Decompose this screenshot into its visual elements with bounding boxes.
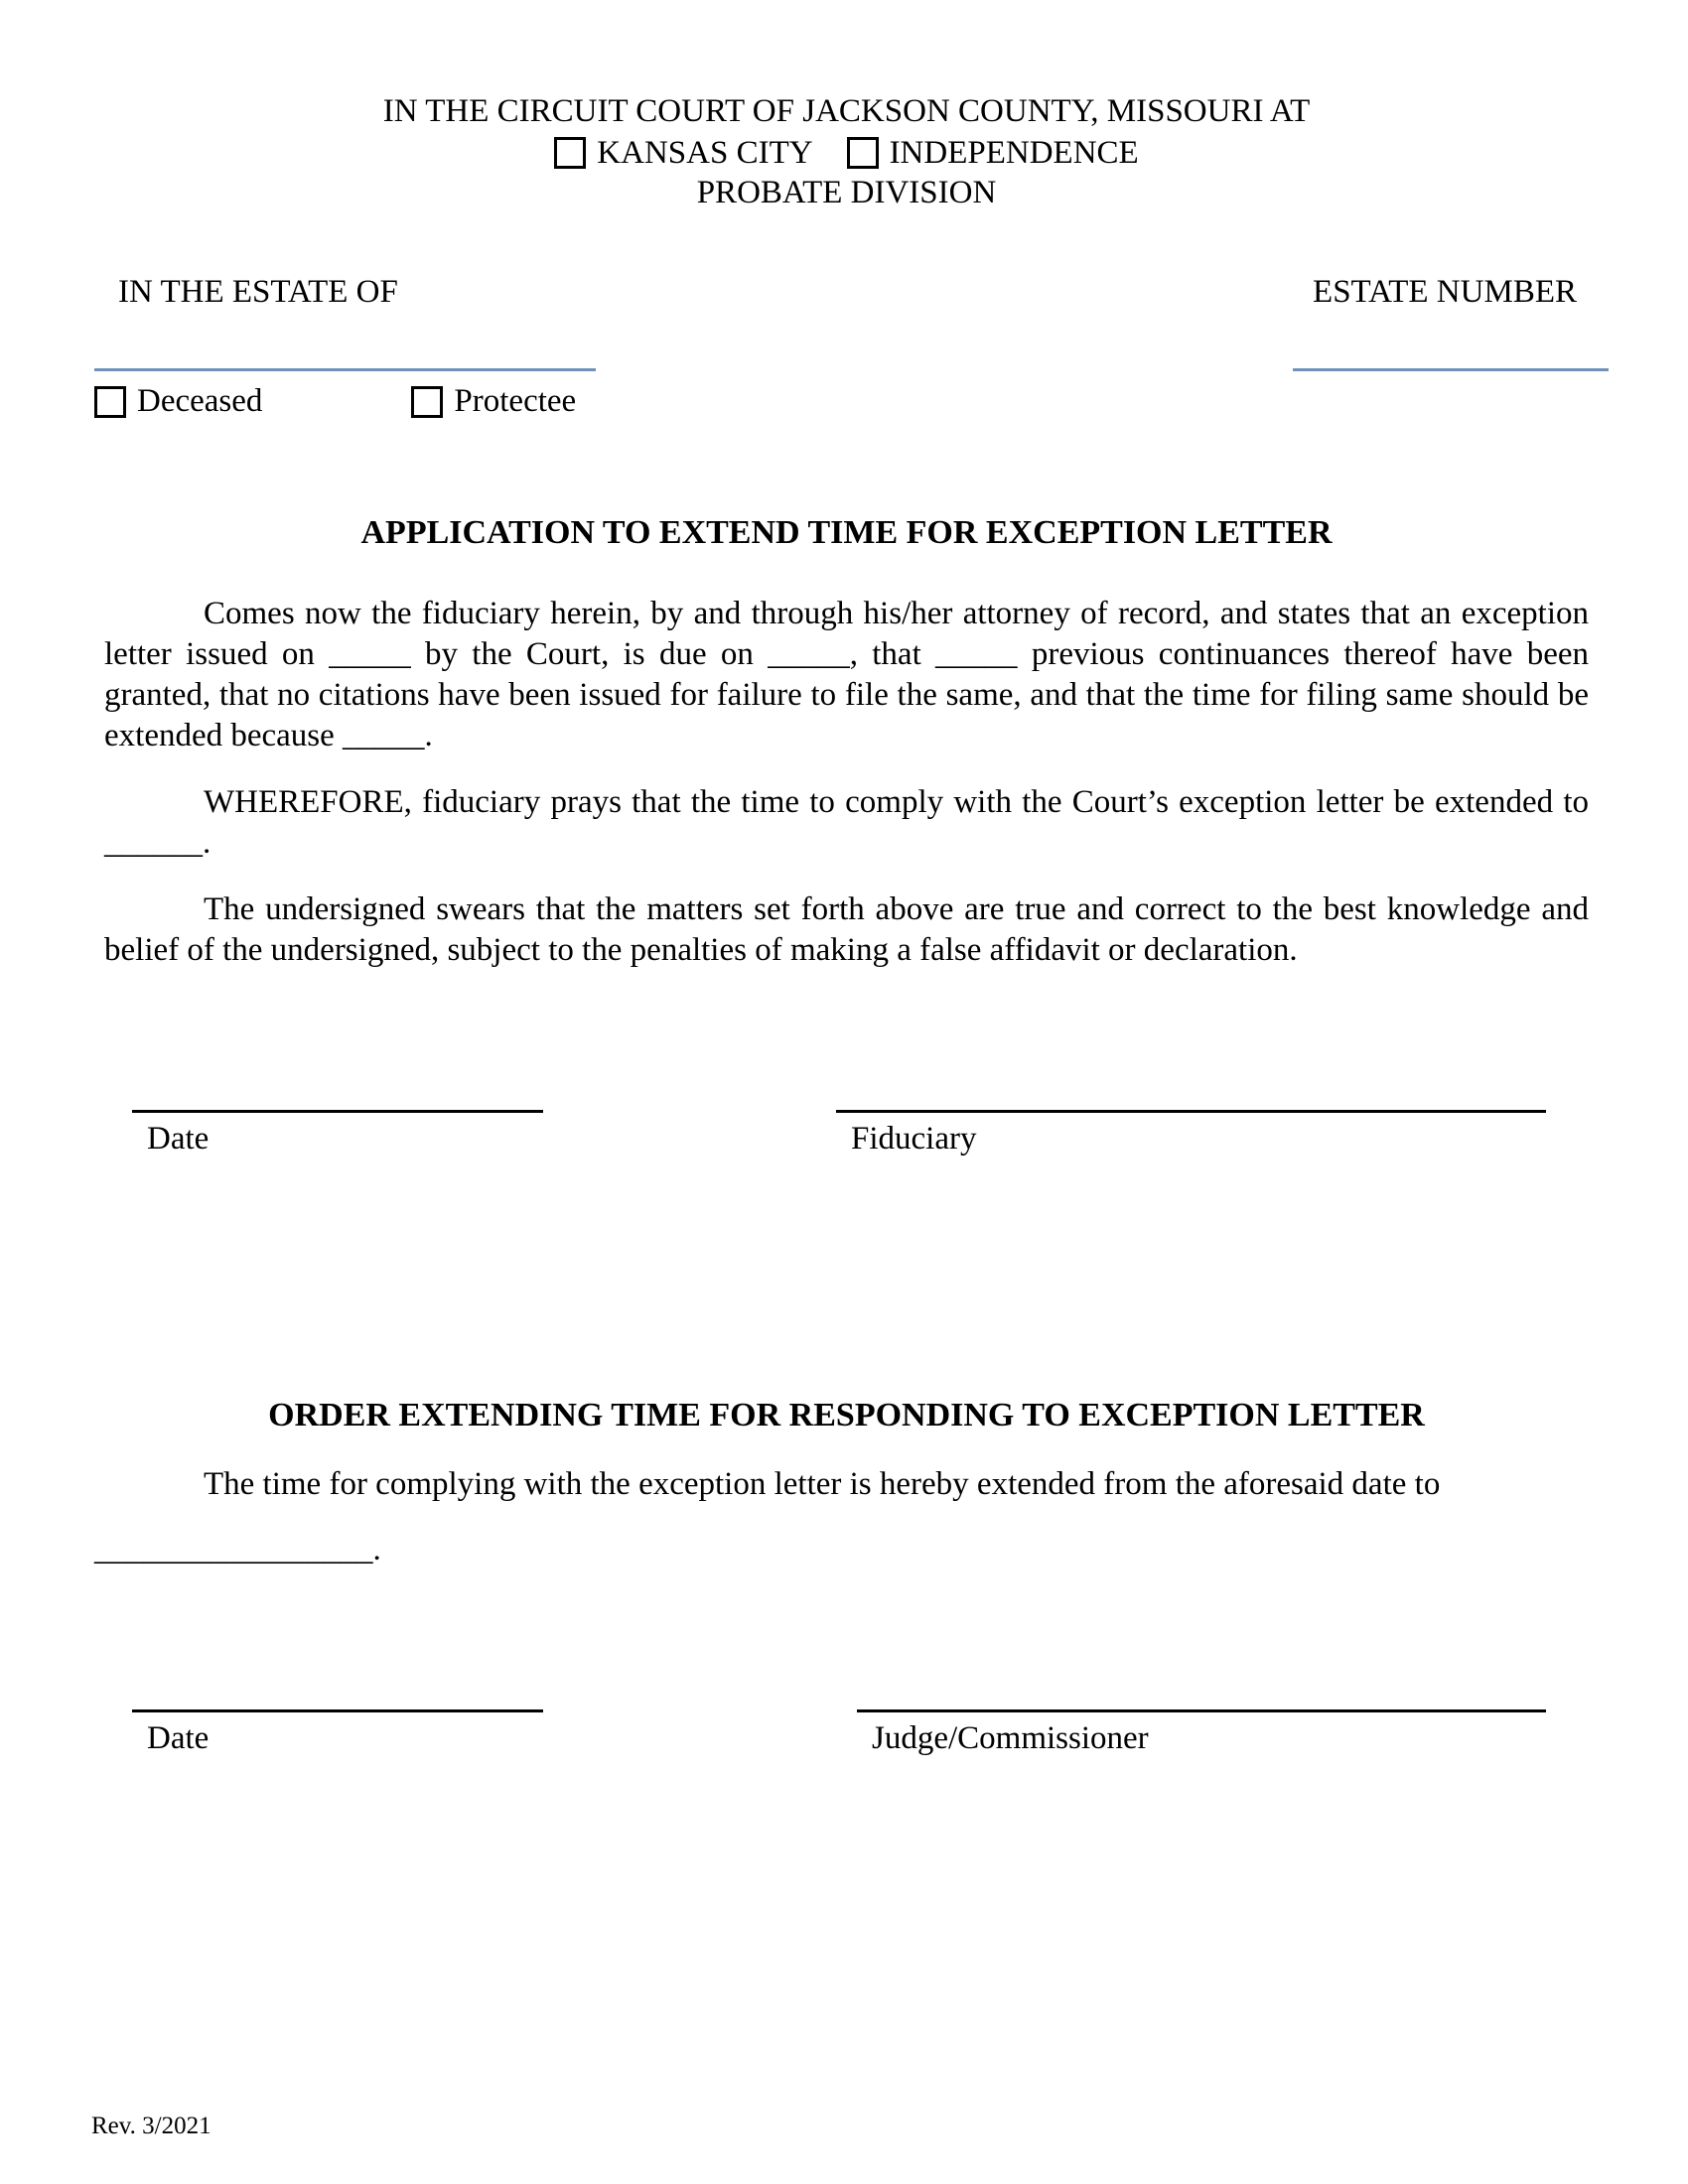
order-signature-row <box>104 1709 1589 1758</box>
estate-of-label: IN THE ESTATE OF <box>118 274 398 310</box>
order-title: ORDER EXTENDING TIME FOR RESPONDING TO EXCEPTION LETTER <box>268 1397 1425 1433</box>
judge-commissioner-label: Judge/Commissioner <box>872 1720 1149 1756</box>
order-extension-date-field[interactable]: _________________. <box>94 1532 381 1568</box>
kansas-city-checkbox[interactable] <box>554 137 586 169</box>
protectee-option <box>411 383 576 420</box>
application-date-block <box>132 1110 543 1159</box>
deceased-option <box>94 383 262 420</box>
independence-option <box>847 133 1139 173</box>
protectee-checkbox[interactable] <box>411 386 443 418</box>
court-header-line1: IN THE CIRCUIT COURT OF JACKSON COUNTY, MISSOURI AT <box>382 93 1311 129</box>
independence-label: INDEPENDENCE <box>889 135 1139 171</box>
kansas-city-option <box>554 133 812 173</box>
estate-name-field-line[interactable] <box>94 368 596 371</box>
order-date-label: Date <box>147 1720 210 1756</box>
fiduciary-label: Fiduciary <box>851 1121 977 1157</box>
application-paragraph-2: WHEREFORE, fiduciary prays that the time to comply with the Court’s exception letter be extended to ______. <box>104 784 1589 861</box>
decedent-status-row <box>94 383 1589 420</box>
revision-note: Rev. 3/2021 <box>91 2113 211 2139</box>
judge-block <box>857 1709 1546 1758</box>
application-date-label: Date <box>147 1121 210 1157</box>
estate-number-field-line[interactable] <box>1293 368 1609 371</box>
court-location-row <box>104 133 1589 173</box>
deceased-checkbox[interactable] <box>94 386 126 418</box>
kansas-city-label: KANSAS CITY <box>597 135 813 171</box>
fill-in-lines-row <box>104 368 1589 371</box>
order-paragraph: The time for complying with the exception letter is hereby extended from the aforesaid date to <box>204 1466 1441 1502</box>
estate-number-label: ESTATE NUMBER <box>1313 274 1577 310</box>
probate-division-label: PROBATE DIVISION <box>696 175 997 210</box>
fiduciary-block <box>836 1110 1546 1159</box>
application-paragraph-3: The undersigned swears that the matters set forth above are true and correct to the best knowledge and belief of the undersigned, subject to the penalties of making a false affidavit or declaration. <box>104 891 1589 968</box>
application-signature-row <box>104 1110 1589 1159</box>
order-date-block <box>132 1709 543 1758</box>
application-paragraph-1: Comes now the fiduciary herein, by and through his/her attorney of record, and states that an exception letter issued on _____ by the Court, is due on _____, that _____ previous continuances thereof have been granted, that no citations have been issued for failure to file the same, and that the time for filing same should be extended because _____. <box>104 596 1589 753</box>
independence-checkbox[interactable] <box>847 137 879 169</box>
caption-row <box>104 274 1589 311</box>
deceased-label: Deceased <box>137 383 263 419</box>
application-title: APPLICATION TO EXTEND TIME FOR EXCEPTION LETTER <box>360 514 1333 551</box>
protectee-label: Protectee <box>454 383 577 419</box>
court-header <box>104 91 1589 212</box>
